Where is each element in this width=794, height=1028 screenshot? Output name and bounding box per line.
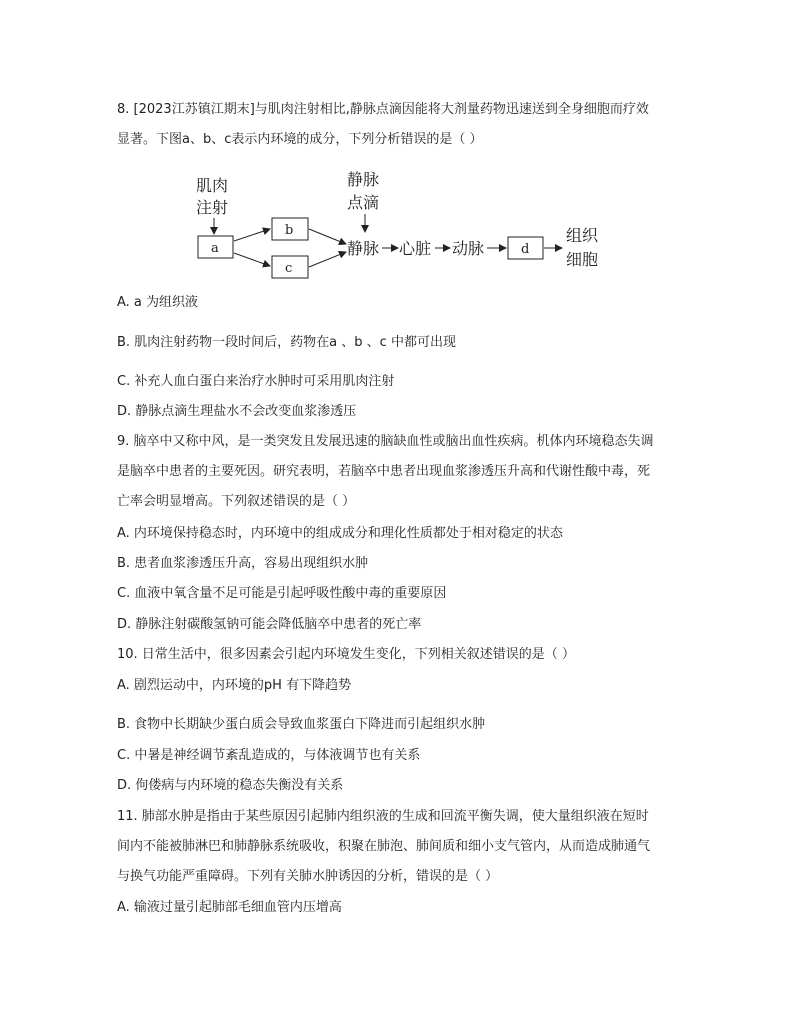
iv-label-line1: 静脉 (347, 170, 380, 189)
q10-option-d: D. 佝偻病与内环境的稳态失衡没有关系 (117, 778, 344, 793)
q11-option-a: A. 输液过量引起肺部毛细血管内压增高 (117, 900, 342, 915)
q10-option-b: B. 食物中长期缺少蛋白质会导致血浆蛋白下降进而引起组织水肿 (117, 717, 486, 732)
q10-option-a: A. 剧烈运动中，内环境的pH 有下降趋势 (117, 678, 352, 693)
q9-stem-line3: 亡率会明显增高。下列叙述错误的是（ ） (117, 494, 356, 509)
arrow-b-vein (309, 229, 346, 244)
vein-label: 静脉 (347, 239, 380, 258)
q9-stem-line2: 是脑卒中患者的主要死因。研究表明，若脑卒中患者出现血浆渗透压升高和代谢性酸中毒，死 (117, 464, 651, 479)
q11-stem-line1: 11. 肺部水肿是指由于某些原因引起肺内组织液的生成和回流平衡失调，使大量组织液在短时 (117, 809, 649, 824)
heart-label: 心脏 (399, 239, 432, 258)
q8-diagram (190, 168, 610, 280)
box-a-label: a (211, 241, 219, 256)
q9-option-d: D. 静脉注射碳酸氢钠可能会降低脑卒中患者的死亡率 (117, 617, 422, 632)
arrow-a-b (234, 229, 270, 241)
q8-option-a: A. a 为组织液 (117, 295, 199, 310)
box-d-label: d (521, 242, 530, 257)
tissue-label-line1: 组织 (566, 226, 599, 245)
q9-option-b: B. 患者血浆渗透压升高，容易出现组织水肿 (117, 556, 369, 571)
im-label-line1: 肌肉 (196, 176, 229, 195)
box-b-label: b (285, 223, 294, 238)
q9-stem-line1: 9. 脑卒中又称中风，是一类突发且发展迅速的脑缺血性或脑出血性疾病。机体内环境稳态失调 (117, 434, 654, 449)
q8-option-d: D. 静脉点滴生理盐水不会改变血浆渗透压 (117, 404, 357, 419)
q9-option-a: A. 内环境保持稳态时，内环境中的组成成分和理化性质都处于相对稳定的状态 (117, 526, 563, 541)
im-label-line2: 注射 (196, 198, 229, 217)
arrow-a-c (234, 253, 270, 266)
q8-stem-line2: 显著。下图a、b、c表示内环境的成分，下列分析错误的是（ ） (117, 132, 483, 147)
q8-stem-line1: 8. [2023江苏镇江期末]与肌肉注射相比,静脉点滴因能将大剂量药物迅速送到全身细胞而疗效 (117, 102, 649, 117)
q11-stem-line2: 间内不能被肺淋巴和肺静脉系统吸收，积聚在肺泡、肺间质和细小支气管内，从而造成肺通气 (117, 839, 651, 854)
q11-stem-line3: 与换气功能严重障碍。下列有关肺水肿诱因的分析，错误的是（ ） (117, 869, 499, 884)
box-c-label: c (285, 261, 293, 276)
q8-option-b: B. 肌肉注射药物一段时间后，药物在a 、b 、c 中都可出现 (117, 335, 456, 350)
q9-option-c: C. 血液中氧含量不足可能是引起呼吸性酸中毒的重要原因 (117, 586, 447, 601)
q8-option-c: C. 补充人血白蛋白来治疗水肿时可采用肌肉注射 (117, 374, 395, 389)
artery-label: 动脉 (452, 239, 485, 258)
iv-label-line2: 点滴 (347, 193, 380, 212)
q10-stem-line1: 10. 日常生活中，很多因素会引起内环境发生变化，下列相关叙述错误的是（ ） (117, 647, 575, 662)
q10-option-c: C. 中暑是神经调节紊乱造成的，与体液调节也有关系 (117, 748, 421, 763)
arrow-c-vein (309, 252, 346, 267)
tissue-label-line2: 细胞 (566, 250, 599, 269)
